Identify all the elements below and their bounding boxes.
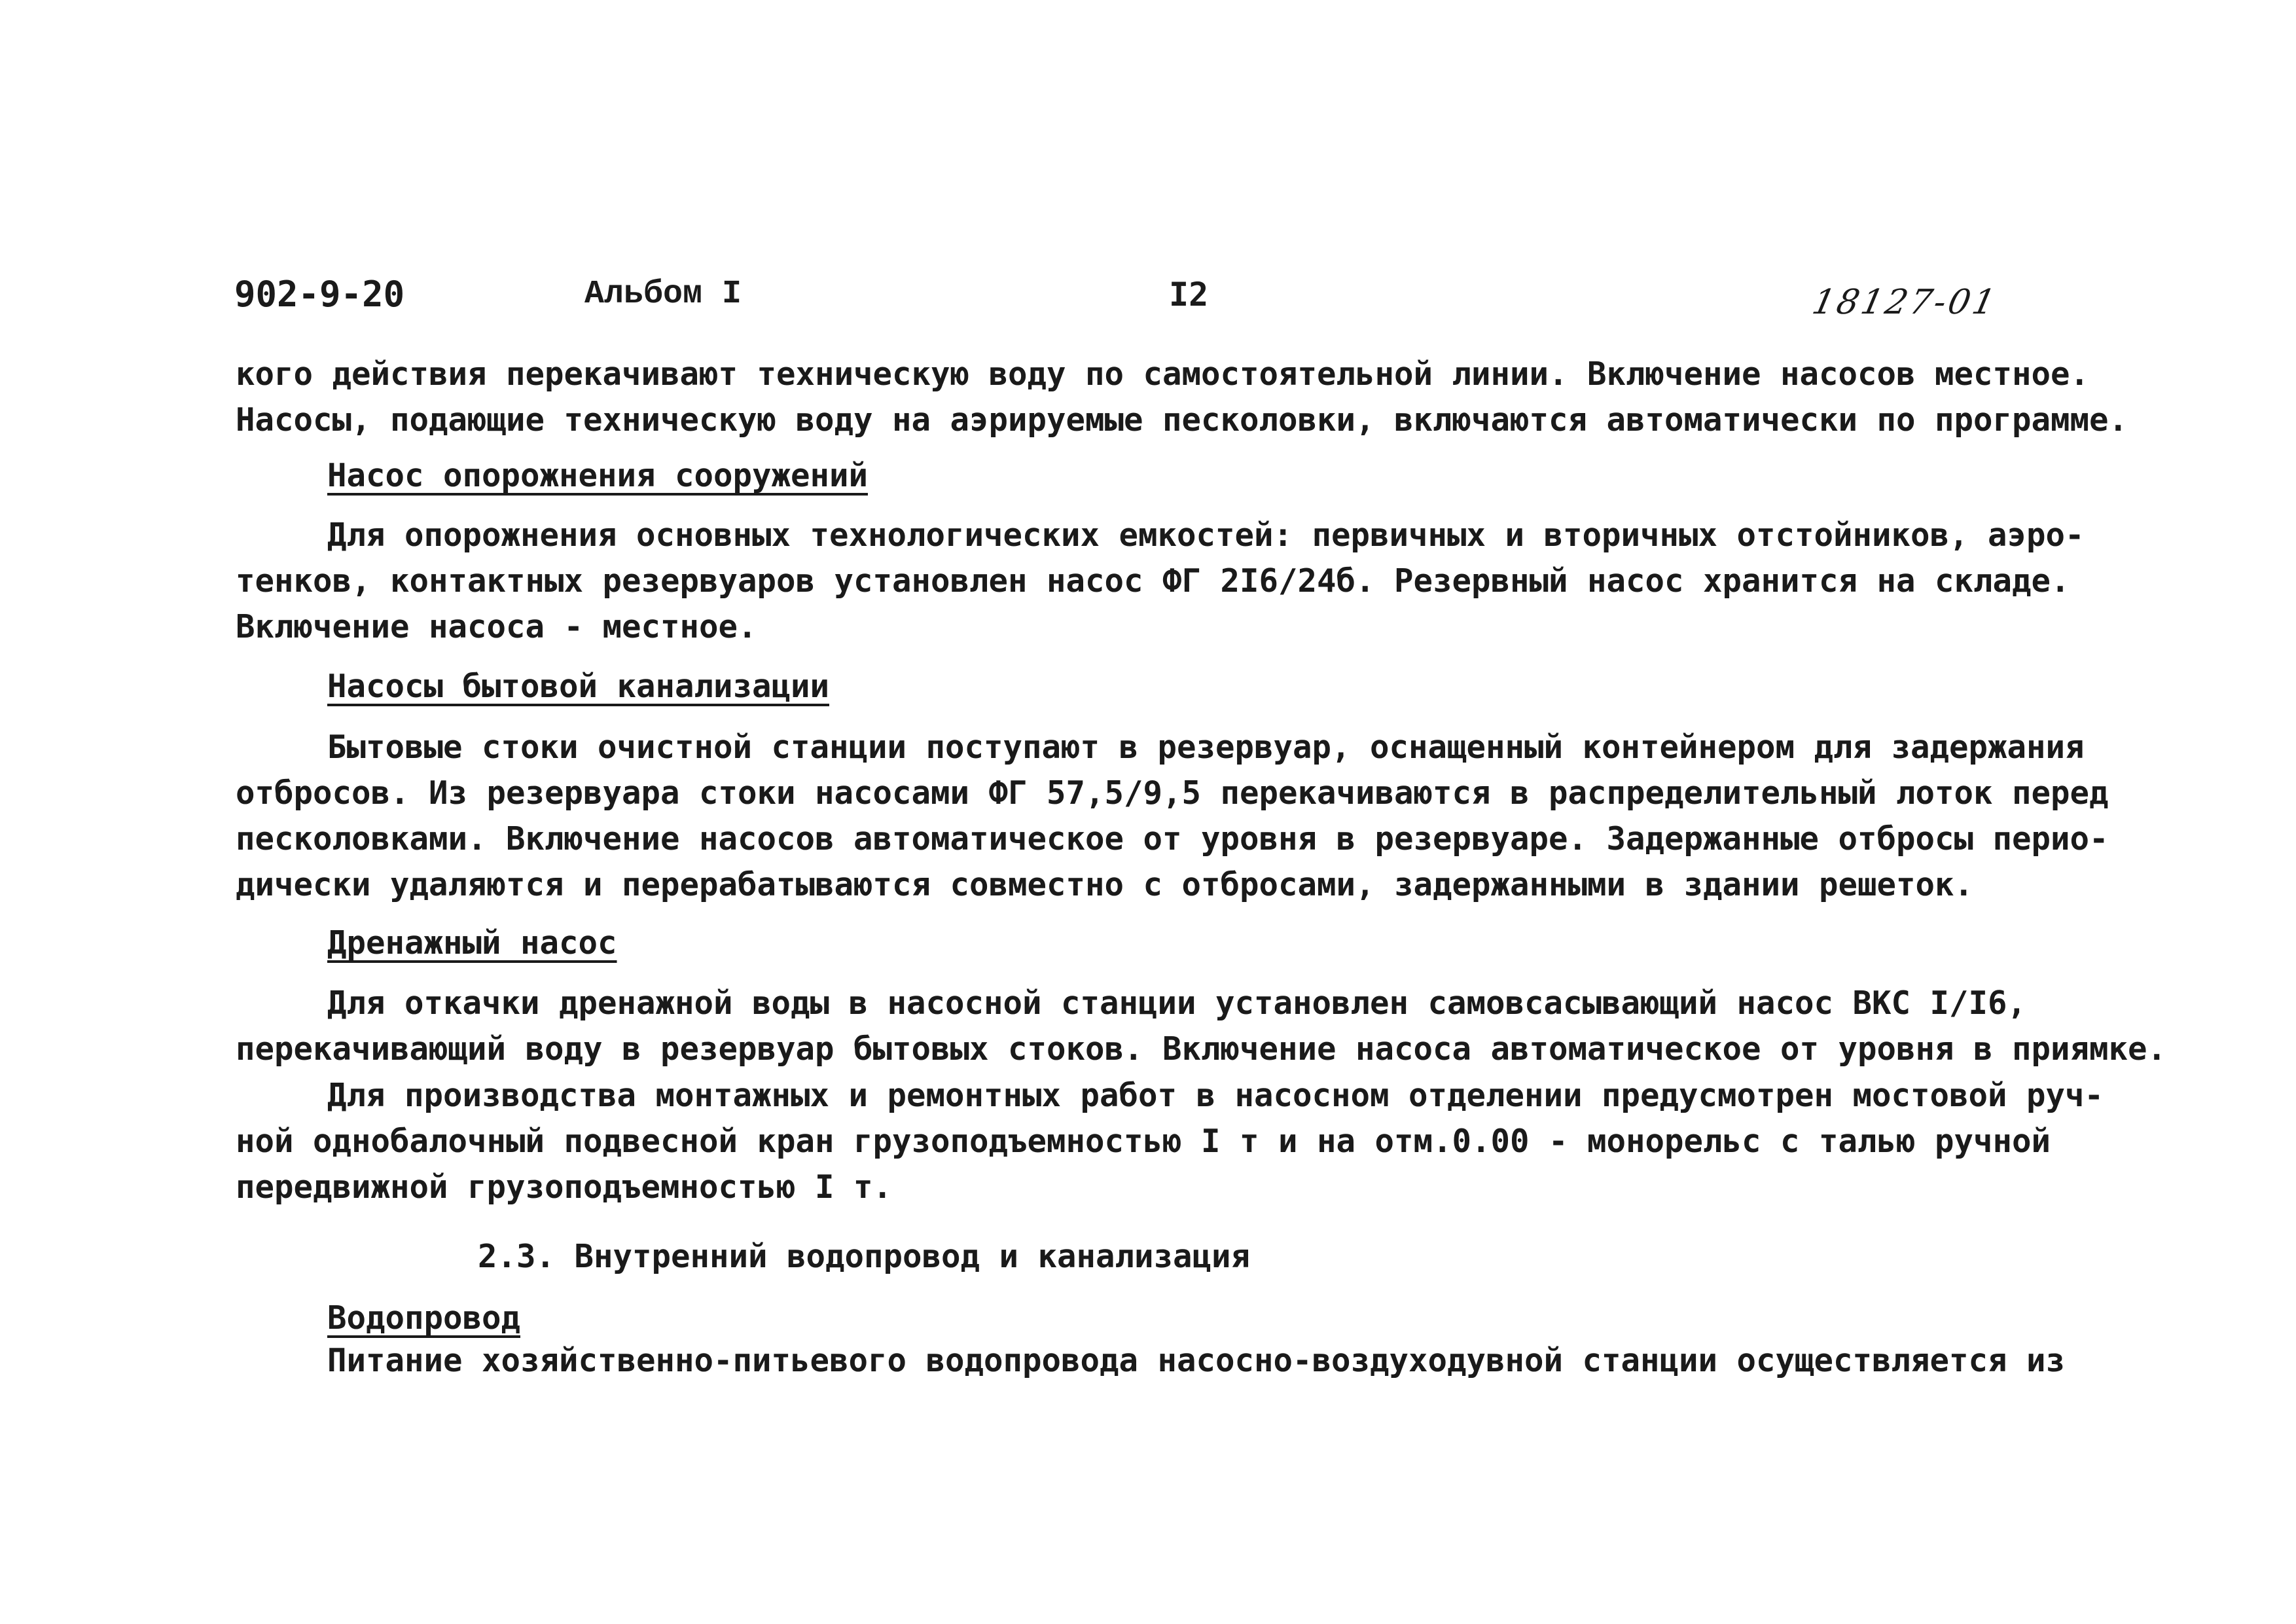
album-label: Альбом I <box>584 276 742 313</box>
drainage-pump-line-4: ной однобалочный подвесной кран грузоподъемностью I т и на отм.0.00 - монорельс с талью ручной <box>236 1123 2051 1160</box>
page-number: I2 <box>1169 276 1209 314</box>
heading-drainage-pump: Дренажный насос <box>327 924 617 962</box>
drain-pump-line-1: Для опорожнения основных технологических емкостей: первичных и вторичных отстойников, аэро- <box>327 516 2085 554</box>
drain-pump-line-2: тенков, контактных резервуаров установлен насос ФГ 2I6/24б. Резервный насос хранится на складе. <box>236 562 2070 600</box>
drainage-pump-line-3: Для производства монтажных и ремонтных работ в насосном отделении предусмотрен мостовой руч- <box>327 1077 2104 1114</box>
heading-domestic-sewage: Насосы бытовой канализации <box>327 668 830 705</box>
intro-line-2: Насосы, подающие техническую воду на аэрируемые песколовки, включаются автоматически по программе. <box>236 401 2128 439</box>
intro-line-1: кого действия перекачивают техническую воду по самостоятельной линии. Включение насосов местное. <box>236 355 2090 393</box>
document-code: 902-9-20 <box>234 274 405 315</box>
drainage-pump-line-1: Для откачки дренажной воды в насосной станции установлен самовсасывающий насос ВКС I/I6, <box>327 984 2027 1022</box>
heading-drain-pump: Насос опорожнения сооружений <box>327 457 869 494</box>
heading-water-supply: Водопровод <box>327 1299 521 1337</box>
domestic-sewage-line-4: дически удаляются и перерабатываются совместно с отбросами, задержанными в здании решеток. <box>236 866 1974 903</box>
drain-pump-line-3: Включение насоса - местное. <box>236 608 757 645</box>
domestic-sewage-line-2: отбросов. Из резервуара стоки насосами ФГ 57,5/9,5 перекачиваются в распределительный лоток перед <box>236 774 2109 812</box>
drainage-pump-line-2: перекачивающий воду в резервуар бытовых стоков. Включение насоса автоматическое от уровня в приямке. <box>236 1030 2167 1068</box>
section-2-3-title: 2.3. Внутренний водопровод и канализация <box>478 1238 1251 1275</box>
handwritten-inventory-number: 18127-01 <box>1808 283 2001 322</box>
water-supply-line-1: Питание хозяйственно-питьевого водопровода насосно-воздуходувной станции осуществляется из <box>327 1342 2066 1379</box>
drainage-pump-line-5: передвижной грузоподъемностью I т. <box>236 1168 893 1206</box>
domestic-sewage-line-3: песколовками. Включение насосов автоматическое от уровня в резервуаре. Задержанные отбросы перио- <box>236 820 2109 857</box>
domestic-sewage-line-1: Бытовые стоки очистной станции поступают в резервуар, оснащенный контейнером для задержания <box>327 729 2085 766</box>
